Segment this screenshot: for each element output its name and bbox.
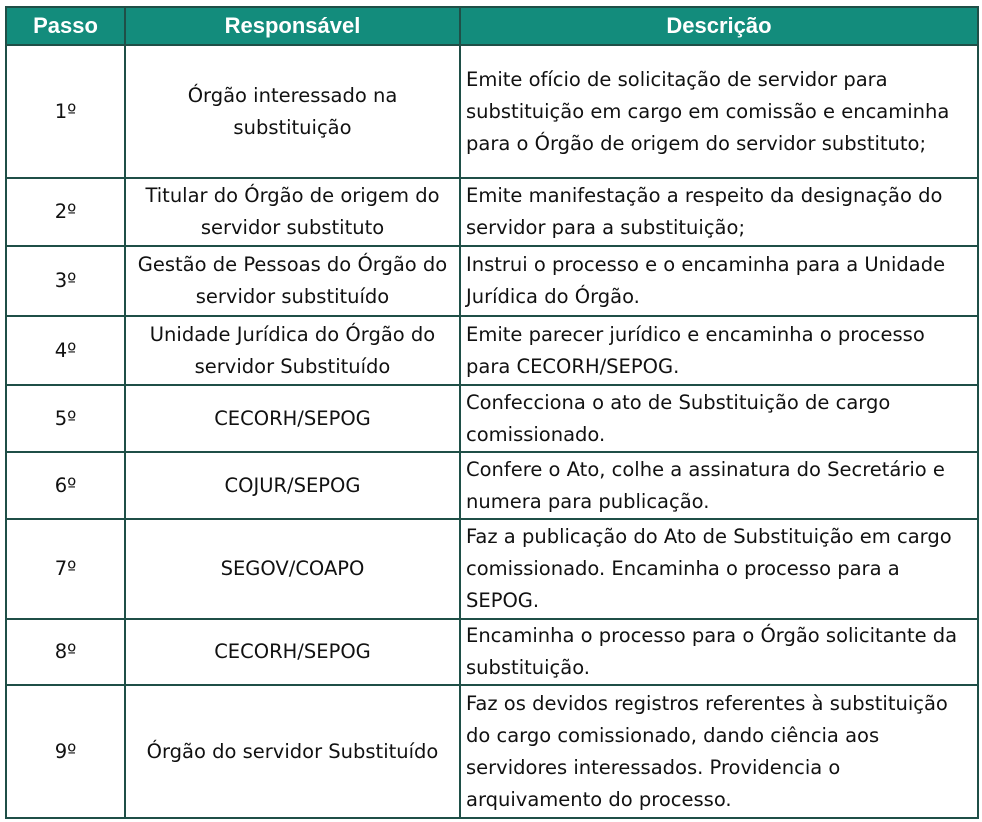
step-number: 4º (6, 316, 125, 385)
header-descricao: Descrição (460, 7, 978, 45)
step-responsible: Unidade Jurídica do Órgão do servidor Substituído (125, 316, 460, 385)
step-number: 8º (6, 619, 125, 685)
step-responsible: COJUR/SEPOG (125, 452, 460, 519)
table-row (6, 45, 978, 178)
step-number: 5º (6, 385, 125, 452)
step-description: Instrui o processo e o encaminha para a Unidade Jurídica do Órgão. (460, 246, 978, 316)
table-row (6, 519, 978, 619)
step-description: Emite ofício de solicitação de servidor para substituição em cargo em comissão e encaminha para o Órgão de origem do servidor substituto; (460, 45, 978, 178)
table-row (6, 452, 978, 519)
step-description: Confecciona o ato de Substituição de cargo comissionado. (460, 385, 978, 452)
header-passo: Passo (6, 7, 125, 45)
step-responsible: Gestão de Pessoas do Órgão do servidor substituído (125, 246, 460, 316)
step-number: 6º (6, 452, 125, 519)
header-responsavel: Responsável (125, 7, 460, 45)
procedure-table (5, 6, 979, 819)
table-row (6, 619, 978, 685)
table-row (6, 178, 978, 246)
step-number: 7º (6, 519, 125, 619)
step-responsible: Titular do Órgão de origem do servidor substituto (125, 178, 460, 246)
step-description: Emite parecer jurídico e encaminha o processo para CECORH/SEPOG. (460, 316, 978, 385)
table-header-row (6, 7, 978, 45)
step-number: 2º (6, 178, 125, 246)
step-responsible: SEGOV/COAPO (125, 519, 460, 619)
step-number: 3º (6, 246, 125, 316)
table-row (6, 685, 978, 818)
step-description: Faz a publicação do Ato de Substituição em cargo comissionado. Encaminha o processo para a SEPOG. (460, 519, 978, 619)
table-row (6, 316, 978, 385)
table-row (6, 385, 978, 452)
step-number: 1º (6, 45, 125, 178)
step-description: Faz os devidos registros referentes à substituição do cargo comissionado, dando ciência aos servidores interessados. Providencia o arquivamento do processo. (460, 685, 978, 818)
step-responsible: CECORH/SEPOG (125, 385, 460, 452)
table-row (6, 246, 978, 316)
step-responsible: Órgão do servidor Substituído (125, 685, 460, 818)
step-responsible: Órgão interessado na substituição (125, 45, 460, 178)
step-description: Encaminha o processo para o Órgão solicitante da substituição. (460, 619, 978, 685)
step-description: Confere o Ato, colhe a assinatura do Secretário e numera para publicação. (460, 452, 978, 519)
procedure-table-container (5, 6, 977, 819)
step-number: 9º (6, 685, 125, 818)
step-description: Emite manifestação a respeito da designação do servidor para a substituição; (460, 178, 978, 246)
step-responsible: CECORH/SEPOG (125, 619, 460, 685)
